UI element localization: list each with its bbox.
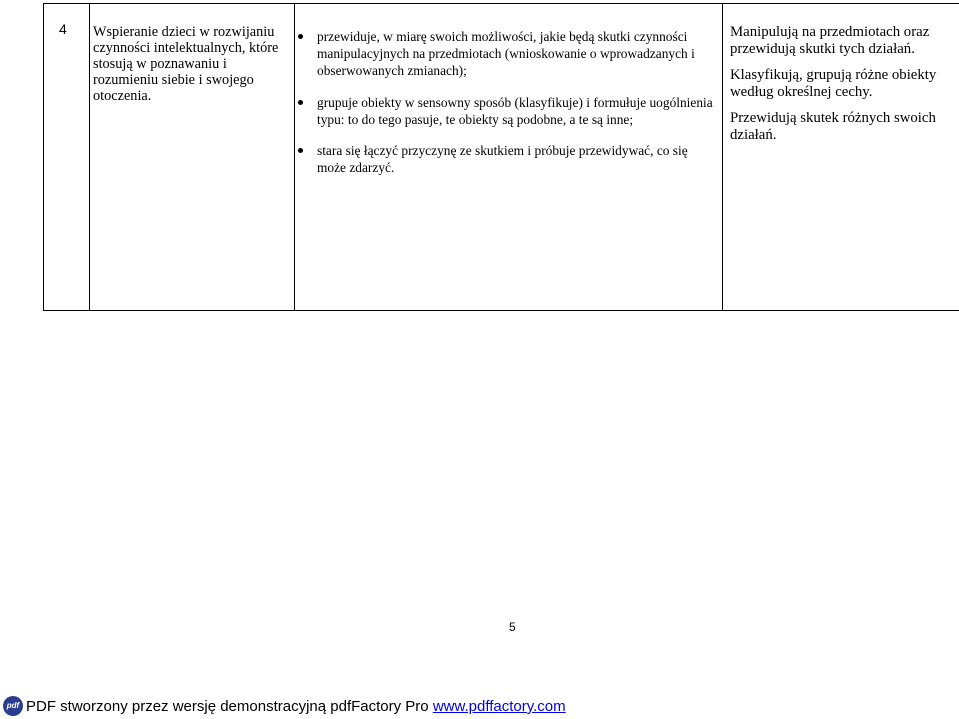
bullet-icon <box>298 100 303 105</box>
skills-list <box>295 28 723 191</box>
result-item: Manipulują na przedmiotach oraz przewidują skutki tych działań. <box>730 24 930 57</box>
results-cell <box>723 4 959 310</box>
pdffactory-link[interactable]: www.pdffactory.com <box>432 698 566 715</box>
result-item: Przewidują skutek różnych swoich działań. <box>730 110 936 143</box>
area-cell <box>90 4 295 310</box>
skill-item <box>295 94 723 128</box>
results-list <box>730 24 958 153</box>
skill-text: stara się łączyć przyczynę ze skutkiem i próbuje przewidywać, co się może zdarzyć. <box>317 143 688 175</box>
bullet-icon <box>298 148 303 153</box>
skill-text: grupuje obiekty w sensowny sposób (klasyfikuje) i formułuje uogólnienia typu: to do tego pasuje, te obiekty są podobne, a te są inne; <box>317 95 713 127</box>
skill-text: przewiduje, w miarę swoich możliwości, jakie będą skutki czynności manipulacyjnych na przedmiotach (wnioskowanie o wprowadzanych i obserwowanych zmianach); <box>317 29 695 78</box>
footer-label: PDF stworzony przez wersję demonstracyjną pdfFactory Pro <box>26 698 433 715</box>
curriculum-table <box>43 3 959 311</box>
skills-cell <box>295 4 723 310</box>
page-number: 5 <box>509 620 516 634</box>
bullet-icon <box>298 34 303 39</box>
row-number: 4 <box>59 21 67 37</box>
result-item: Klasyfikują, grupują różne obiekty według określnej cechy. <box>730 67 937 100</box>
footer-text <box>26 694 566 719</box>
pdffactory-logo-icon: pdf <box>3 696 23 716</box>
skill-item <box>295 142 723 176</box>
skill-item <box>295 28 723 79</box>
row-number-cell <box>44 4 90 310</box>
area-description: Wspieranie dzieci w rozwijaniu czynności intelektualnych, które stosują w poznawaniu i rozumieniu siebie i swojego otoczenia. <box>93 24 279 104</box>
pdf-footer <box>0 694 959 719</box>
